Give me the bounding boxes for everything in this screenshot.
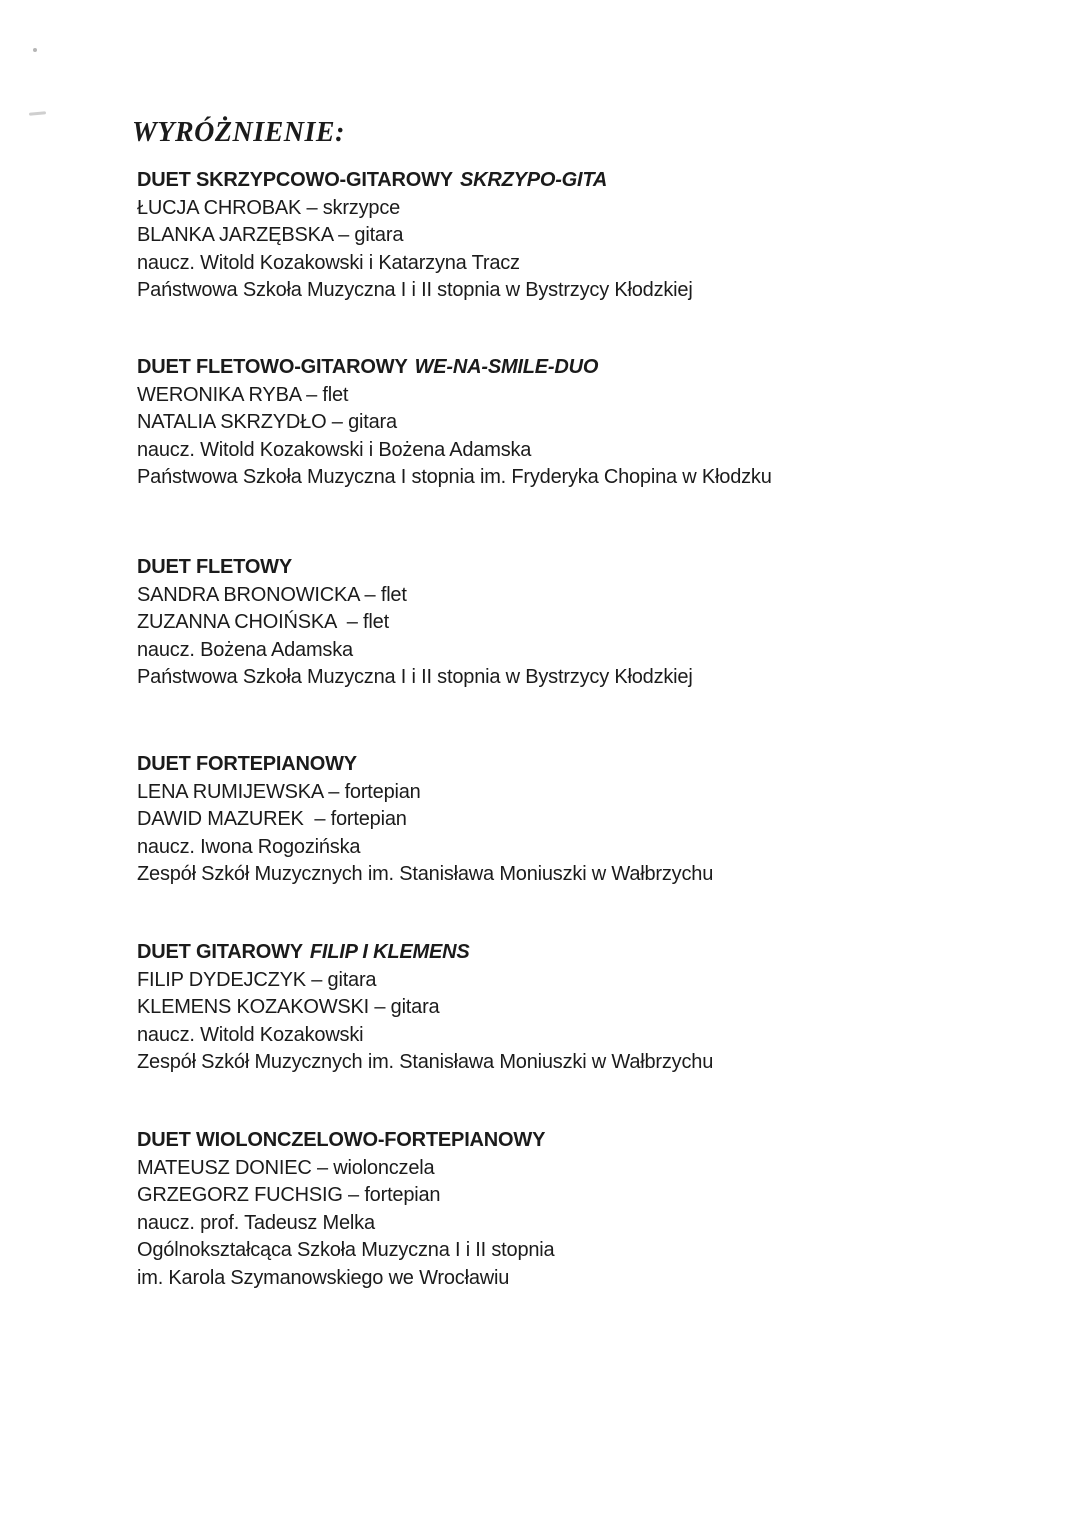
section-heading [137,1127,1020,1155]
heading-text: DUET FLETOWO-GITAROWY [137,356,408,378]
ensemble-name: SKRZYPO-GITA [459,169,608,191]
teacher-line: naucz. prof. Tadeusz Melka [137,1211,375,1234]
teacher-line: naucz. Bożena Adamska [137,638,353,661]
performer-line: MATEUSZ DONIEC – wiolonczela [137,1156,435,1179]
ensemble-name: WE-NA-SMILE-DUO [414,356,599,378]
performer-line: FILIP DYDEJCZYK – gitara [137,968,377,991]
performer-line: ZUZANNA CHOIŃSKA – flet [137,611,389,633]
performer-line: SANDRA BRONOWICKA – flet [137,583,407,606]
performer-line: KLEMENS KOZAKOWSKI – gitara [137,996,440,1018]
teacher-line: naucz. Witold Kozakowski i Katarzyna Tracz [137,251,520,274]
section-duet-skrzypcowo-gitarowy [137,167,1020,305]
page-title: WYRÓŻNIENIE: [132,117,345,148]
section-heading [137,751,1020,779]
heading-text: DUET SKRZYPCOWO-GITAROWY [137,169,453,191]
section-heading [137,939,1020,967]
section-duet-fletowo-gitarowy [137,354,1020,492]
section-heading [137,554,1020,582]
heading-text: DUET FLETOWY [137,556,293,578]
section-heading [137,354,1020,382]
section-duet-gitarowy [137,939,1020,1077]
ensemble-name: FILIP I KLEMENS [309,941,470,963]
teacher-line: naucz. Witold Kozakowski i Bożena Adamska [137,438,532,461]
school-line: Zespół Szkół Muzycznych im. Stanisława Moniuszki w Wałbrzychu [137,1051,714,1073]
section-duet-fortepianowy [137,751,1020,889]
school-line: Ogólnokształcąca Szkoła Muzyczna I i II stopnia [137,1239,555,1261]
performer-line: WERONIKA RYBA – flet [137,383,349,406]
school-line: Zespół Szkół Muzycznych im. Stanisława Moniuszki w Wałbrzychu [137,863,714,885]
heading-text: DUET WIOLONCZELOWO-FORTEPIANOWY [137,1129,546,1151]
heading-text: DUET FORTEPIANOWY [137,753,357,775]
scan-artifact-smudge [29,111,46,115]
teacher-line: naucz. Witold Kozakowski [137,1023,364,1046]
performer-line: ŁUCJA CHROBAK – skrzypce [137,196,401,219]
section-duet-wiolonczelowo-fortepianowy [137,1127,1020,1292]
school-line: Państwowa Szkoła Muzyczna I i II stopnia w Bystrzycy Kłodzkiej [137,666,693,688]
performer-line: BLANKA JARZĘBSKA – gitara [137,224,404,246]
school-line: im. Karola Szymanowskiego we Wrocławiu [137,1266,510,1289]
section-heading [137,167,1020,195]
section-duet-fletowy [137,554,1020,692]
heading-text: DUET GITAROWY [137,941,303,963]
performer-line: GRZEGORZ FUCHSIG – fortepian [137,1184,441,1206]
school-line: Państwowa Szkoła Muzyczna I stopnia im. Fryderyka Chopina w Kłodzku [137,466,772,488]
performer-line: DAWID MAZUREK – fortepian [137,808,407,830]
scan-artifact-dot [33,48,37,52]
teacher-line: naucz. Iwona Rogozińska [137,835,361,858]
school-line: Państwowa Szkoła Muzyczna I i II stopnia w Bystrzycy Kłodzkiej [137,279,693,301]
performer-line: NATALIA SKRZYDŁO – gitara [137,411,397,433]
performer-line: LENA RUMIJEWSKA – fortepian [137,780,421,803]
